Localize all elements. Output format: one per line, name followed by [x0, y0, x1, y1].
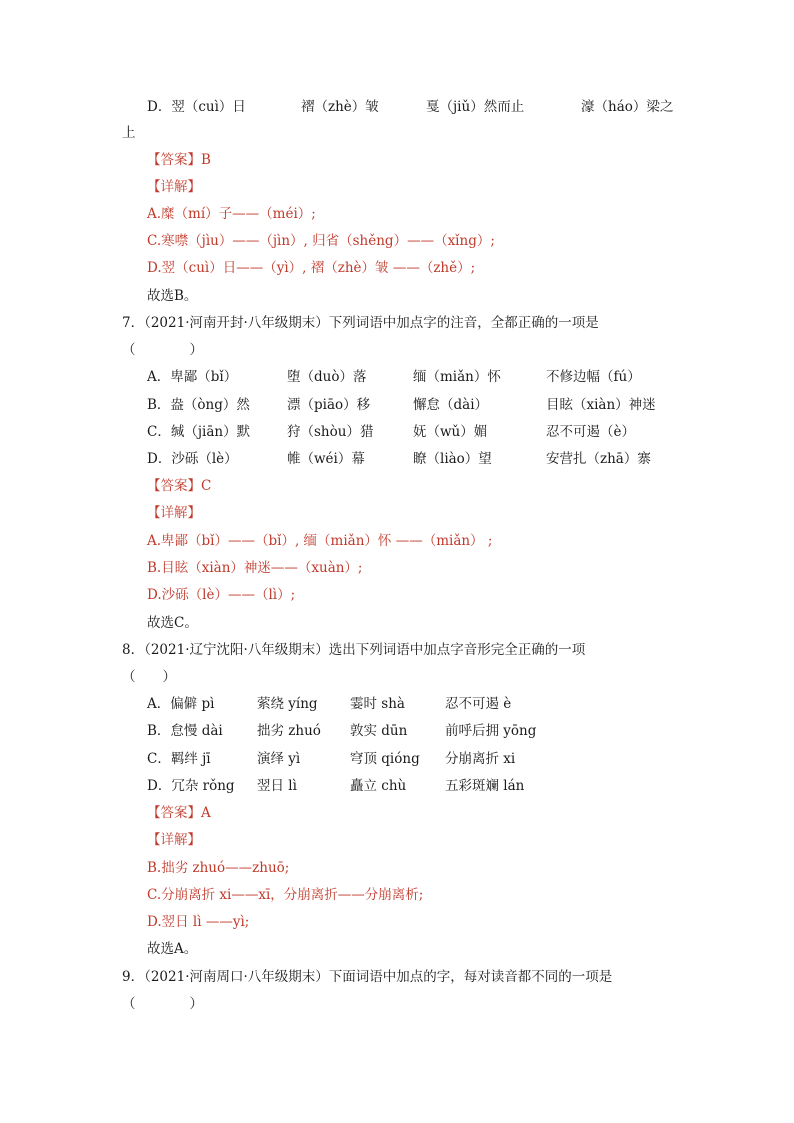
- q6-answer: 【答案】B: [147, 152, 211, 168]
- q6-option-d-2: 褶（zhè）皱: [301, 99, 379, 115]
- q8-option-d-4: 五彩斑斓 lán: [445, 778, 525, 794]
- q6-detail-line: D.翌（cuì）日——（yì）, 褶（zhè）皱 ——（zhě）;: [147, 260, 476, 276]
- q8-option-c-1: C．羁绊 jī: [147, 751, 211, 767]
- q8-option-c-3: 穹顶 qióng: [350, 751, 420, 767]
- q8-option-d-2: 翌日 lì: [257, 778, 297, 794]
- q8-option-d-3: 矗立 chù: [350, 778, 407, 794]
- q7-option-d-2: 帷（wéi）幕: [287, 451, 365, 467]
- q9-answer-paren: （ ）: [122, 996, 203, 1012]
- q6-detail-line: A.糜（mí）子——（méi）;: [147, 206, 316, 222]
- q8-option-c-2: 演绎 yì: [257, 751, 301, 767]
- q9-stem: 9．（2021·河南周口·八年级期末）下面词语中加点的字，每对读音都不同的一项是: [122, 969, 613, 985]
- q8-option-b-3: 敦实 dūn: [350, 723, 408, 739]
- q7-detail-heading: 【详解】: [147, 505, 201, 521]
- q7-option-c-1: C．缄（jiān）默: [147, 424, 251, 440]
- q6-conclusion: 故选B。: [147, 288, 198, 304]
- q7-option-b-1: B．盎（òng）然: [147, 397, 250, 413]
- q6-option-d-1: D．翌（cuì）日: [147, 99, 246, 115]
- q8-answer: 【答案】A: [147, 805, 211, 821]
- q7-option-a-1: A．卑鄙（bǐ）: [147, 369, 238, 385]
- q8-option-b-1: B．怠慢 dài: [147, 723, 223, 739]
- q7-option-a-3: 缅（miǎn）怀: [413, 369, 501, 385]
- q8-option-d-1: D．冗杂 rǒng: [147, 778, 235, 794]
- q7-option-a-4: 不修边幅（fú）: [546, 369, 641, 385]
- q8-detail-line: C.分崩离折 xi——xī，分崩离折——分崩离析;: [147, 887, 424, 903]
- q7-option-a-2: 堕（duò）落: [287, 369, 367, 385]
- q6-option-d-wrap: 上: [122, 125, 136, 141]
- q8-option-b-2: 拙劣 zhuó: [257, 723, 321, 739]
- q7-answer-paren: （ ）: [122, 342, 203, 358]
- q6-detail-line: C.寒噤（jìu）——（jìn）, 归省（shěng）——（xǐng）;: [147, 233, 495, 249]
- q6-detail-heading: 【详解】: [147, 179, 201, 195]
- q7-detail-line: B.目眩（xiàn）神迷——（xuàn）;: [147, 560, 363, 576]
- q7-option-b-4: 目眩（xiàn）神迷: [546, 397, 656, 413]
- q7-option-c-3: 妩（wǔ）媚: [413, 424, 488, 440]
- q6-option-d-3: 戛（jiǔ）然而止: [426, 99, 525, 115]
- q8-option-c-4: 分崩离折 xi: [445, 751, 516, 767]
- q8-detail-heading: 【详解】: [147, 832, 201, 848]
- q8-option-b-4: 前呼后拥 yōng: [445, 723, 537, 739]
- q8-answer-paren: （ ）: [122, 669, 176, 685]
- q7-option-d-4: 安营扎（zhā）寨: [546, 451, 651, 467]
- q8-stem: 8．（2021·辽宁沈阳·八年级期末）选出下列词语中加点字音形完全正确的一项: [122, 642, 586, 658]
- q8-detail-line: D.翌日 lì ——yì;: [147, 914, 250, 930]
- q8-option-a-1: A．偏僻 pì: [147, 696, 215, 712]
- q7-answer: 【答案】C: [147, 478, 212, 494]
- q7-detail-line: A.卑鄙（bǐ）——（bǐ）, 缅（miǎn）怀 ——（miǎn） ;: [147, 533, 493, 549]
- q7-option-d-3: 瞭（liào）望: [413, 451, 492, 467]
- q7-option-b-3: 懈怠（dài）: [413, 397, 489, 413]
- q8-detail-line: B.拙劣 zhuó——zhuō;: [147, 860, 290, 876]
- q7-detail-line: D.沙砾（lè）——（lì）;: [147, 587, 296, 603]
- q6-option-d-4: 濠（háo）梁之: [581, 99, 674, 115]
- q8-option-a-2: 萦绕 yíng: [257, 696, 318, 712]
- q8-conclusion: 故选A。: [147, 941, 198, 957]
- q7-option-c-2: 狩（shòu）猎: [287, 424, 374, 440]
- q7-option-b-2: 漂（piāo）移: [287, 397, 371, 413]
- q7-stem: 7．（2021·河南开封·八年级期末）下列词语中加点字的注音，全都正确的一项是: [122, 315, 599, 331]
- q8-option-a-3: 霎时 shà: [350, 696, 405, 712]
- q8-option-a-4: 忍不可遏 è: [445, 696, 512, 712]
- q7-option-c-4: 忍不可遏（è）: [546, 424, 635, 440]
- q7-conclusion: 故选C。: [147, 615, 198, 631]
- q7-option-d-1: D．沙砾（lè）: [147, 451, 238, 467]
